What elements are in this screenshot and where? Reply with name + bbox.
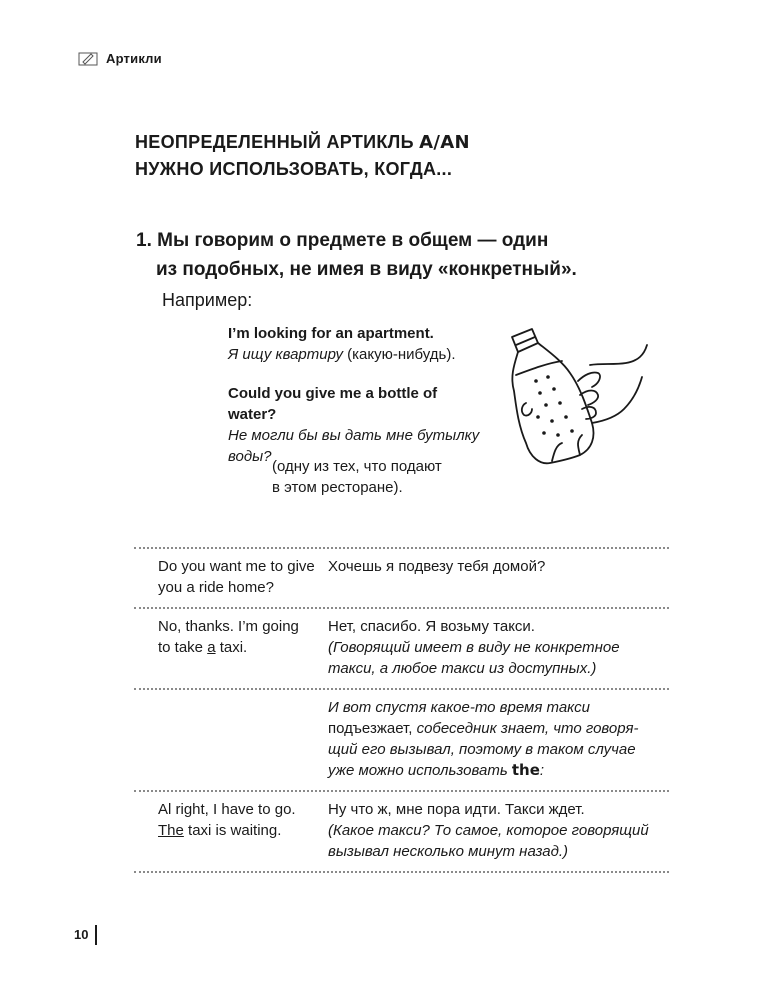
rule-point bbox=[136, 226, 577, 284]
table-row bbox=[134, 790, 669, 873]
russian-note: : bbox=[539, 762, 545, 779]
table-row bbox=[134, 607, 669, 688]
russian-text: подъезжает, bbox=[328, 720, 417, 737]
section-title: Артикли bbox=[106, 50, 162, 66]
example-1-english: I’m looking for an apartment. bbox=[228, 325, 434, 342]
russian-cell bbox=[328, 616, 669, 679]
example-1-comment: (какую-нибудь). bbox=[342, 346, 456, 363]
russian-cell bbox=[328, 556, 669, 598]
russian-note: щий его вызывал, поэтому в таком случае bbox=[328, 741, 636, 758]
page-number-bar bbox=[95, 925, 97, 945]
rule-line-2: из подобных, не имея в виду «конкретный». bbox=[156, 259, 577, 280]
underlined-article: a bbox=[207, 639, 216, 656]
example-label: Например: bbox=[162, 290, 253, 310]
russian-note: (Говорящий имеет в виду не конкретное такси, а любое такси из доступных.) bbox=[328, 639, 620, 677]
example-2-russian: Не могли бы вы дать мне бутылку воды? bbox=[228, 427, 480, 465]
russian-line: Ну что ж, мне пора идти. Такси ждет. bbox=[328, 801, 585, 818]
russian-note: собеседник знает, что говоря- bbox=[416, 720, 639, 737]
example-1 bbox=[228, 323, 455, 365]
russian-line: Нет, спасибо. Я возьму такси. bbox=[328, 618, 535, 635]
bottle-illustration bbox=[492, 325, 652, 475]
page-heading bbox=[135, 129, 470, 182]
english-cell bbox=[134, 799, 328, 862]
page-number: 10 bbox=[74, 927, 89, 942]
note-line-2: в этом ресторане). bbox=[272, 479, 403, 496]
table-row bbox=[134, 688, 669, 790]
note-line-1: (одну из тех, что подают bbox=[272, 458, 442, 475]
example-2-english: Could you give me a bottle of water? bbox=[228, 385, 438, 423]
english-cell bbox=[134, 616, 328, 679]
russian-line: Хочешь я подвезу тебя домой? bbox=[328, 558, 546, 575]
russian-cell bbox=[328, 697, 669, 781]
russian-note: уже можно использовать bbox=[328, 762, 512, 779]
russian-cell bbox=[328, 799, 669, 862]
article-the: the bbox=[511, 761, 540, 779]
english-line: you a ride home? bbox=[158, 579, 274, 596]
english-line: Al right, I have to go. bbox=[158, 801, 296, 818]
english-text: to take bbox=[158, 639, 208, 656]
english-line: No, thanks. I’m going bbox=[158, 618, 299, 635]
heading-article: A/AN bbox=[419, 132, 470, 153]
english-text: taxi. bbox=[215, 639, 248, 656]
english-cell bbox=[134, 697, 328, 781]
example-2 bbox=[228, 383, 488, 467]
running-header bbox=[78, 50, 162, 66]
example-1-russian: Я ищу квартиру bbox=[228, 346, 343, 363]
example-note bbox=[272, 456, 442, 498]
pencil-page-icon bbox=[78, 50, 98, 66]
english-cell bbox=[134, 556, 328, 598]
english-line bbox=[158, 637, 328, 658]
russian-note: И вот спустя какое-то время такси bbox=[328, 699, 590, 716]
heading-line-2: НУЖНО ИСПОЛЬЗОВАТЬ, КОГДА... bbox=[135, 159, 453, 179]
rule-line-1: 1. Мы говорим о предмете в общем — один bbox=[136, 230, 549, 251]
heading-line-1: НЕОПРЕДЕЛЕННЫЙ АРТИКЛЬ bbox=[135, 132, 420, 152]
english-line: Do you want me to give bbox=[158, 558, 315, 575]
russian-note: (Какое такси? То самое, которое говорящий вызывал несколько минут назад.) bbox=[328, 822, 649, 860]
underlined-article: The bbox=[158, 822, 184, 839]
dialogue-table bbox=[134, 547, 669, 873]
english-text: taxi is waiting. bbox=[183, 822, 282, 839]
english-line bbox=[158, 820, 328, 841]
table-row bbox=[134, 547, 669, 607]
